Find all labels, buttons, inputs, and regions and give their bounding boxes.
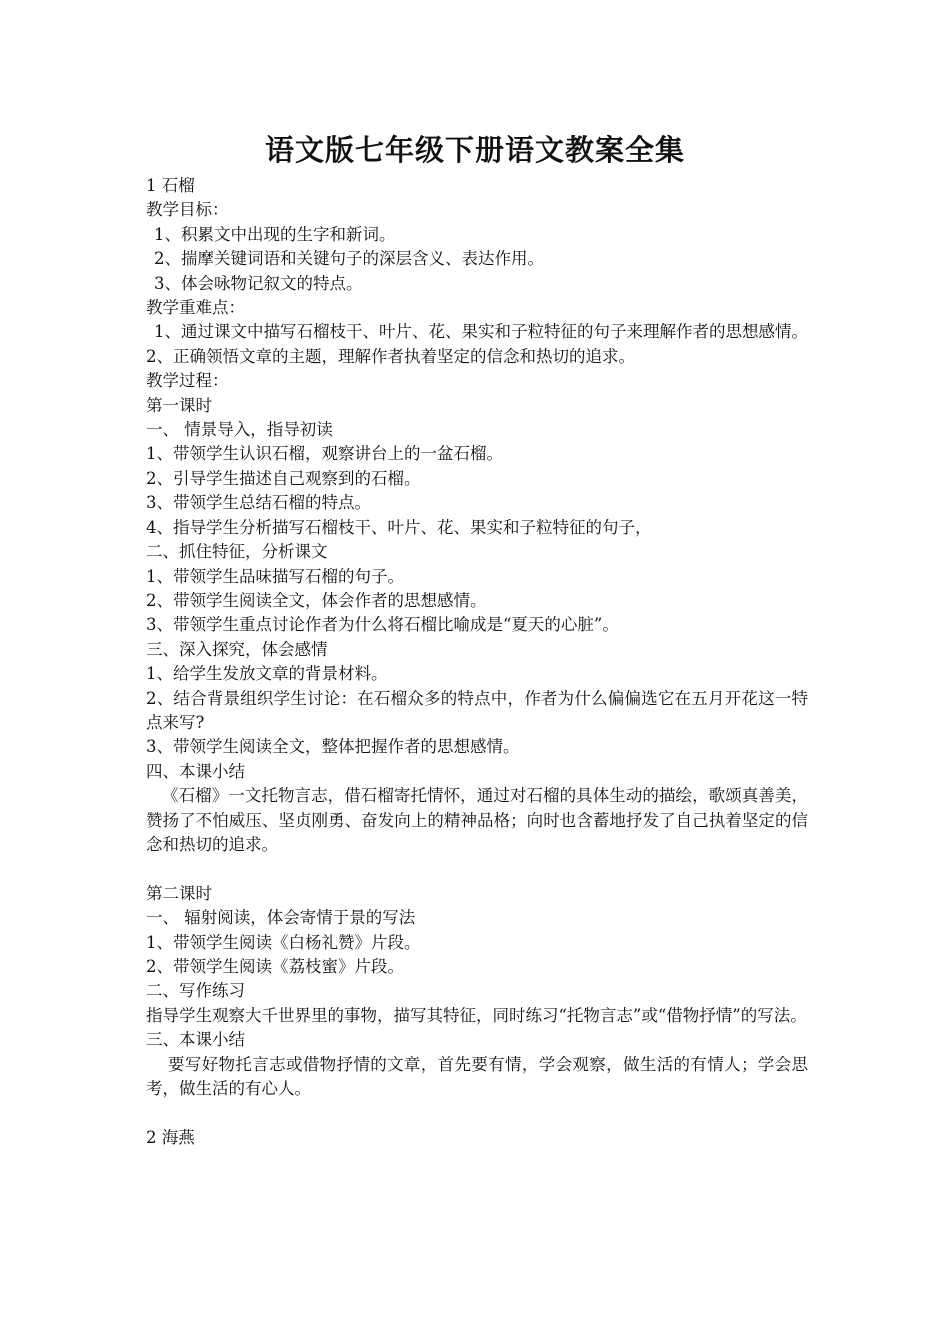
list-item: 3、带领学生重点讨论作者为什么将石榴比喻成是“夏天的心脏”。 [146, 615, 619, 635]
list-item: 3、体会咏物记叙文的特点。 [154, 273, 363, 293]
list-item: 1、积累文中出现的生字和新词。 [154, 224, 396, 244]
lesson-heading: 2 海燕 [146, 1127, 195, 1147]
step-heading: 四、本课小结 [146, 761, 245, 781]
list-item: 4、指导学生分析描写石榴枝干、叶片、花、果实和子粒特征的句子， [146, 517, 652, 537]
list-item: 2、带领学生阅读《荔枝蜜》片段。 [146, 956, 404, 976]
step-heading: 二、抓住特征，分析课文 [146, 542, 328, 562]
period-heading: 第二课时 [146, 883, 212, 903]
section-heading: 教学过程： [146, 371, 229, 391]
list-item: 1、给学生发放文章的背景材料。 [146, 664, 388, 684]
blank-line [146, 857, 808, 881]
summary-paragraph: 要写好物托言志或借物抒情的文章，首先要有情，学会观察，做生活的有情人；学会思考，做生活的有心人。 [146, 1054, 808, 1099]
document-title: 语文版七年级下册语文教案全集 [264, 133, 685, 167]
list-item: 2、正确领悟文章的主题，理解作者执着坚定的信念和热切的追求。 [146, 346, 635, 366]
list-item: 1、带领学生阅读《白杨礼赞》片段。 [146, 932, 421, 952]
list-item: 1、带领学生品味描写石榴的句子。 [146, 566, 404, 586]
section-heading: 教学重难点： [146, 298, 245, 318]
step-heading: 二、写作练习 [146, 981, 245, 1001]
step-heading: 一、 辐射阅读，体会寄情于景的写法 [146, 908, 416, 928]
summary-paragraph: 《石榴》一文托物言志，借石榴寄托情怀，通过对石榴的具体生动的描绘，歌颂真善美，赞扬了不怕威压、坚贞刚勇、奋发向上的精神品格；向时也含蓄地抒发了自己执着坚定的信念和热切的追求。 [146, 786, 808, 854]
step-heading: 三、本课小结 [146, 1030, 245, 1050]
exercise-paragraph: 指导学生观察大千世界里的事物，描写其特征，同时练习“托物言志”或“借物抒情”的写法。 [146, 1005, 807, 1025]
document-body [146, 174, 808, 1150]
list-item: 2、引导学生描述自己观察到的石榴。 [146, 468, 421, 488]
list-item: 1、通过课文中描写石榴枝干、叶片、花、果实和子粒特征的句子来理解作者的思想感情。 [154, 322, 808, 342]
section-heading: 教学目标： [146, 200, 229, 220]
lesson-heading: 1 石榴 [146, 176, 195, 195]
list-item: 3、带领学生总结石榴的特点。 [146, 493, 371, 513]
list-item: 2、揣摩关键词语和关键句子的深层含义、表达作用。 [154, 249, 544, 269]
list-item: 2、结合背景组织学生讨论：在石榴众多的特点中，作者为什么偏偏选它在五月开花这一特点来写? [146, 688, 808, 732]
list-item: 3、带领学生阅读全文，整体把握作者的思想感情。 [146, 737, 520, 757]
blank-line [146, 1101, 808, 1125]
period-heading: 第一课时 [146, 395, 212, 415]
step-heading: 一、 情景导入，指导初读 [146, 420, 333, 440]
list-item: 1、带领学生认识石榴，观察讲台上的一盆石榴。 [146, 444, 503, 464]
list-item: 2、带领学生阅读全文，体会作者的思想感情。 [146, 590, 487, 610]
step-heading: 三、深入探究，体会感情 [146, 639, 328, 659]
